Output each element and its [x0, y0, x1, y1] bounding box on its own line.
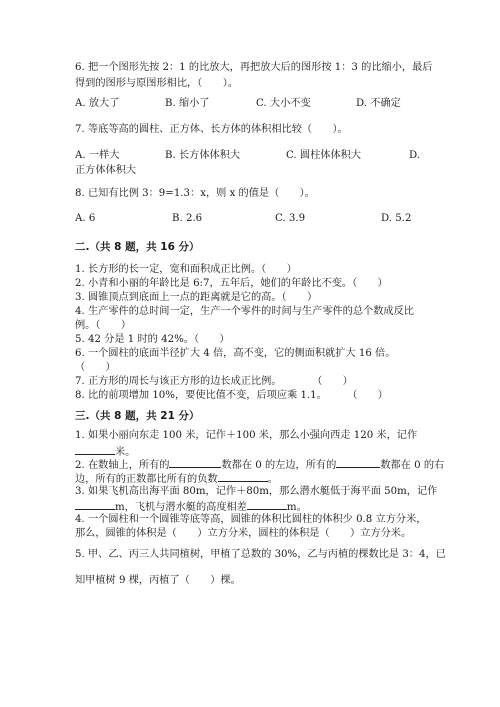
s3-q2-text-a: 2. 在数轴上，所有的: [75, 460, 170, 471]
s2-line-9: 7. 正方形的周长与该正方形的边长成正比例。 （ ）: [75, 376, 353, 387]
q8-option-c: C. 3.9: [275, 213, 306, 224]
s2-line-7: 6. 一个圆柱的底面半径扩大 4 倍，高不变，它的侧面积就扩大 16 倍。: [75, 348, 396, 359]
s3-q3-text-c: m。: [286, 502, 307, 513]
q6-line2: 得到的图形与原图形相比，（ ）。: [75, 78, 238, 89]
q6-option-a: A. 放大了: [75, 98, 120, 109]
answer-blank: [218, 471, 268, 482]
s3-q5-line2: 知甲植树 9 棵，丙植了（ ）棵。: [75, 575, 241, 586]
s3-q1-line1: 1. 如果小丽向东走 100 米，记作＋100 米，那么小强向西走 120 米，记作: [75, 430, 418, 441]
s3-q2-text-e: 。: [267, 474, 278, 485]
section3-heading: 三.（共 8 题，共 21 分）: [75, 410, 200, 422]
answer-blank: [247, 499, 287, 510]
q7-option-d: D.: [409, 150, 421, 161]
s2-line-1: 1. 长方形的长一定，宽和面积成正比例。（ ）: [75, 264, 297, 275]
q6-option-d: D. 不确定: [356, 98, 401, 109]
section2-heading: 二.（共 8 题，共 16 分）: [75, 241, 200, 253]
s3-q3-line1: 3. 如果飞机高出海平面 80m，记作＋80m，那么潜水艇低于海平面 50m，记作: [75, 486, 438, 497]
s3-q3-text-b: m，飞机与潜水艇的高度相差: [115, 502, 247, 513]
q7-line1: 7. 等底等高的圆柱、正方体、长方体的体积相比较（ ）。: [75, 124, 348, 135]
s3-q4-line1: 4. 一个圆柱和一个圆锥等底等高，圆锥的体积比圆柱的体积少 0.8 立方分米，: [75, 514, 427, 525]
s3-q2-text-d: 边，所有的正数都比所有的负数: [75, 474, 218, 485]
s2-line-8: （ ）: [75, 362, 116, 373]
answer-blank: [169, 457, 221, 468]
answer-blank: [75, 499, 115, 510]
s3-q3-line2: [75, 499, 448, 514]
s3-q4-line2: 那么，圆锥的体积是（ ）立方分米，圆柱的体积是（ ）立方分米。: [75, 528, 412, 539]
s2-line-4: 4. 生产零件的总时间一定，生产一个零件的时间与生产零件的总个数成反比: [75, 306, 414, 317]
q6-option-c: C. 大小不变: [256, 98, 311, 109]
s3-q2-line2: [75, 471, 448, 486]
s2-line-6: 5. 42 分是 1 时的 42%。（ ）: [75, 334, 230, 345]
q8-option-d: D. 5.2: [381, 213, 412, 224]
s2-line-5: 例。（ ）: [75, 320, 132, 331]
s3-q1-unit: 米。: [115, 447, 136, 458]
q7-option-a: A. 一样大: [75, 150, 120, 161]
q8-option-b: B. 2.6: [172, 213, 203, 224]
q6-option-b: B. 缩小了: [165, 98, 210, 109]
answer-blank: [336, 457, 380, 468]
q7-option-b: B. 长方体体积大: [165, 150, 241, 161]
q8-option-a: A. 6: [75, 213, 96, 224]
s3-q2-line1: [75, 457, 448, 472]
s2-line-10: 8. 比的前项增加 10%，要使比值不变，后项应乘 1.1。 （ ）: [75, 390, 388, 401]
s2-line-3: 3. 圆锥顶点到底面上一点的距离就是它的高。（ ）: [75, 292, 318, 303]
q6-line1: 6. 把一个图形先按 2：1 的比放大，再把放大后的图形按 1：3 的比缩小，最后: [75, 62, 433, 73]
s3-q2-text-c: 数都在 0 的右: [380, 460, 445, 471]
answer-blank: [75, 444, 115, 455]
s3-q2-text-b: 数都在 0 的左边，所有的: [221, 460, 337, 471]
s2-line-2: 2. 小青和小丽的年龄比是 6:7，五年后，她们的年龄比不变。（ ）: [75, 278, 388, 289]
q7-option-d-text: 正方体体积大: [75, 165, 137, 176]
q8-line1: 8. 已知有比例 3：9=1.3：x，则 x 的值是（ ）。: [75, 188, 315, 199]
s3-q5-line1: 5. 甲、乙、丙三人共同植树，甲植了总数的 30%，乙与丙植的棵数比是 3：4，已: [75, 549, 446, 560]
q7-option-c: C. 圆柱体体积大: [286, 150, 362, 161]
